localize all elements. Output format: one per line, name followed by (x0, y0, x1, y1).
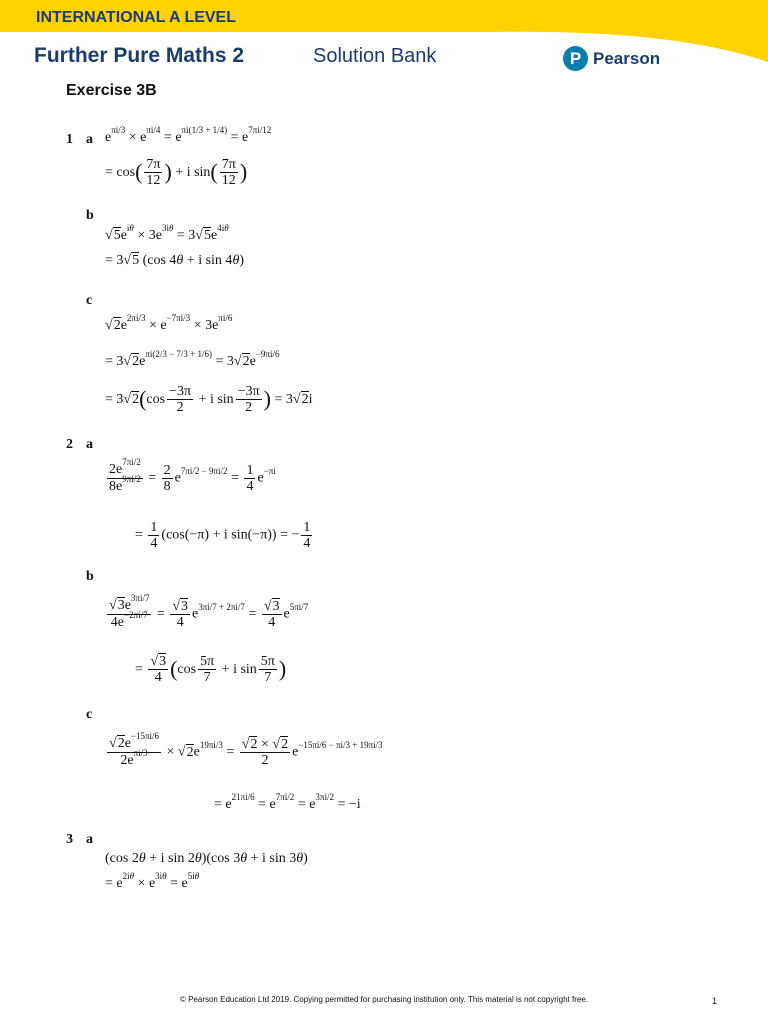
copyright-footer: © Pearson Education Ltd 2019. Copying permitted for purchasing institution only. This material is not copyright free. (179, 995, 589, 1004)
part-label-2b: b (86, 569, 94, 584)
series-label: INTERNATIONAL A LEVEL (36, 9, 236, 26)
question-number-3: 3 (66, 832, 73, 847)
math-line-1c-3: = 3√2(cos $\frac{-3\pi}{2}$ + i sin $\frac{-3\pi}{2}$ ) = 3√2i (105, 384, 313, 416)
math-line-1c-2: = $3√2e^{\pi i(2/3 - 7/3 + 1/6)} = 3√2e^{-9\pi i/6}$ (105, 349, 280, 369)
math-line-1a-1: $e^{\pi i/3} \times e^{\pi i/4} = e^{\pi i(1/3 + 1/4)} = e^{7\pi i/12}$ (105, 125, 272, 145)
math-line-2a-1: $\frac{2e^{7\pi i/2}}{8e^{9\pi i/2}}$ = $\frac{2}{8}$ $e^{7\pi i/2 - 9\pi i/2}$ = $\frac{1}{4}$ $e^{-\pi i}$ (109, 457, 276, 494)
question-number-1: 1 (66, 132, 73, 147)
section-title: Solution Bank (313, 45, 437, 67)
part-label-1c: c (86, 293, 93, 308)
book-title: Further Pure Maths 2 (34, 44, 245, 67)
page-number: 1 (712, 996, 718, 1006)
exercise-title: Exercise 3B (66, 82, 157, 99)
question-number-2: 2 (66, 437, 73, 452)
math-line-3a-1: (cos 2θ + i sin 2θ)(cos 3θ + i sin 3θ) (105, 851, 308, 866)
math-line-2b-2: = $\frac{√3}{4}$ (cos $\frac{5\pi}{7}$ + i sin $\frac{5\pi}{7}$ ) (135, 654, 287, 686)
part-label-3a: a (86, 832, 93, 847)
part-label-2a: a (86, 437, 93, 452)
publisher-name: Pearson (593, 48, 661, 68)
math-line-1b-1: $√5e^{i\theta} \times 3e^{3i\theta} = 3√5e^{4i\theta}$ (105, 223, 229, 243)
part-label-2c: c (86, 707, 93, 722)
math-line-3a-2: = $e^{2i\theta} \times e^{3i\theta} = e^{5i\theta}$ (105, 871, 200, 891)
math-line-2b-1: $\frac{√3e^{3\pi i/7}}{4e^{-2\pi i/7}}$ = $\frac{√3}{4}$ $e^{3\pi i/7 + 2\pi i/7}$ = $\frac{√3}{4}$ $e^{5\pi i/7}$ (109, 593, 309, 630)
part-label-1a: a (86, 132, 93, 147)
math-line-2c-2: = $e^{21\pi i/6} = e^{7\pi i/2} = e^{3\pi i/2} = -i$ (214, 792, 361, 812)
math-line-1c-1: $√2e^{2\pi i/3} \times e^{-7\pi i/3} \times 3e^{\pi i/6}$ (105, 313, 233, 333)
math-line-2c-1: $√2e^{-15\pi i/6}$ $2e^{\pi i/3}$ × $√2e^{19\pi i/3}$ = $\frac{√2 \times √2}{2}$ $e^{-15\pi i/6 - \pi i/3 + 19\pi i/3}$ (109, 731, 383, 768)
pearson-p-icon: P (563, 46, 588, 71)
math-line-1a-2: = cos( $\frac{7\pi}{12}$ ) + i sin( $\frac{7\pi}{12}$ ) (105, 157, 248, 189)
part-label-1b: b (86, 208, 94, 223)
math-line-1b-2: = 3√5 (cos 4θ + i sin 4θ) (105, 253, 244, 268)
pearson-logo (563, 46, 660, 71)
math-line-2a-2: = $\frac{1}{4}$ (cos(−π) + i sin(−π)) = − $\frac{1}{4}$ (135, 520, 311, 551)
